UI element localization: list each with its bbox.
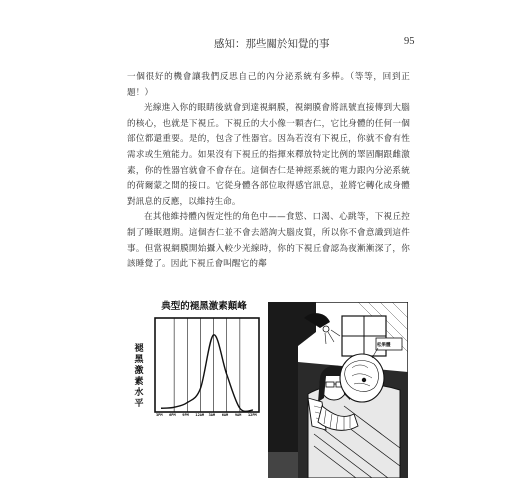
x-tick-label: 9PM <box>182 413 189 417</box>
x-tick-label: 12AM <box>195 413 205 417</box>
pineal-gland-label: 松果體 <box>377 343 391 348</box>
body-text <box>127 70 410 273</box>
chart-title: 典型的褪黑激素顛峰 <box>161 301 247 312</box>
series-line <box>161 335 253 412</box>
chart-y-axis-label: 褪 黑 激 素 水 平 <box>134 344 144 409</box>
chart-frame <box>155 318 259 412</box>
x-tick-label: 12PM <box>248 413 257 417</box>
running-head: 感知：那些關於知覺的事 <box>214 38 330 50</box>
page-number: 95 <box>404 36 415 47</box>
chart-grid <box>174 318 240 412</box>
x-tick-label: 6PM <box>169 413 176 417</box>
paragraph: 在其他維持體內恆定性的角色中——食慾、口渴、心跳等，下視丘控制了睡眠週期。這個杏仁並不會去諮詢大腦皮質，所以你不會意識到這件事。但當視網膜開始攝入較少光線時，你的下視丘會認為夜漸漸深了，你該睡覺了。因此下視丘會叫醒它的鄰 <box>127 212 410 270</box>
page-header <box>0 36 520 50</box>
x-tick-label: 3PM <box>156 413 163 417</box>
paragraph: 一個很好的機會讓我們反思自己的內分泌系統有多棒。（等等，回到正題！） <box>127 72 410 98</box>
illustration <box>130 298 408 478</box>
melatonin-chart <box>130 298 266 428</box>
bedroom-scene-drawing <box>268 302 408 478</box>
x-tick-label: 3AM <box>208 413 216 417</box>
x-tick-label: 9AM <box>234 413 242 417</box>
x-tick-label: 6AM <box>221 413 229 417</box>
paragraph: 光線進入你的眼睛後就會到達視網膜，視網膜會將訊號直接傳到大腦的核心，也就是下視丘。下視丘的大小像一顆杏仁，它比身體的任何一個部位都還重要。是的，包含了性器官。因為若沒有下視丘，你就不會有性需求或生殖能力。如果沒有下視丘的指揮來釋放特定比例的睪固酮跟雌激素，你的性器官就會不會存在。這個杏仁是神經系統的電力跟內分泌系統的荷爾蒙之間的接口。它從身體各部位取得感官訊息，並將它轉化成身體對訊息的反應，以維持生命。 <box>127 103 410 207</box>
